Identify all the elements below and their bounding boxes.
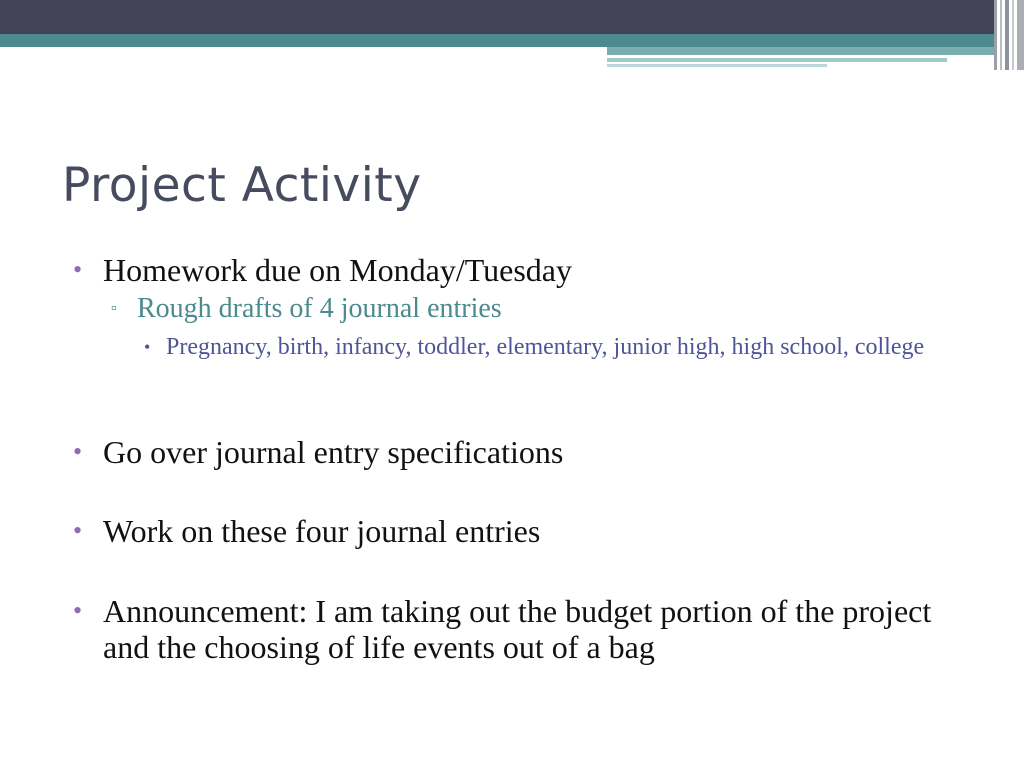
bullet-text: Homework due on Monday/Tuesday [103, 252, 572, 288]
sub-bullet-item [111, 293, 502, 325]
slide-title: Project Activity [62, 158, 422, 213]
bullet-text: Go over journal entry specifications [103, 434, 564, 470]
sub-bullet-text: Rough drafts of 4 journal entries [137, 293, 502, 324]
bullet-item [73, 593, 973, 665]
sub-sub-bullet-item [144, 332, 926, 362]
dot-bullet-icon: • [144, 337, 151, 357]
bullet-item [73, 513, 973, 549]
bullet-icon: • [73, 255, 83, 284]
bullet-item [73, 252, 973, 288]
bullet-icon: • [73, 596, 83, 625]
bullet-text: Announcement: I am taking out the budget portion of the project and the choosing of life events out of a bag [103, 593, 932, 665]
square-bullet-icon: ▫ [111, 300, 117, 317]
sub-sub-bullet-text: Pregnancy, birth, infancy, toddler, elementary, junior high, high school, college [166, 334, 925, 360]
bullet-text: Work on these four journal entries [103, 513, 541, 549]
bullet-item [73, 434, 973, 470]
bullet-icon: • [73, 516, 83, 545]
bullet-icon: • [73, 437, 83, 466]
